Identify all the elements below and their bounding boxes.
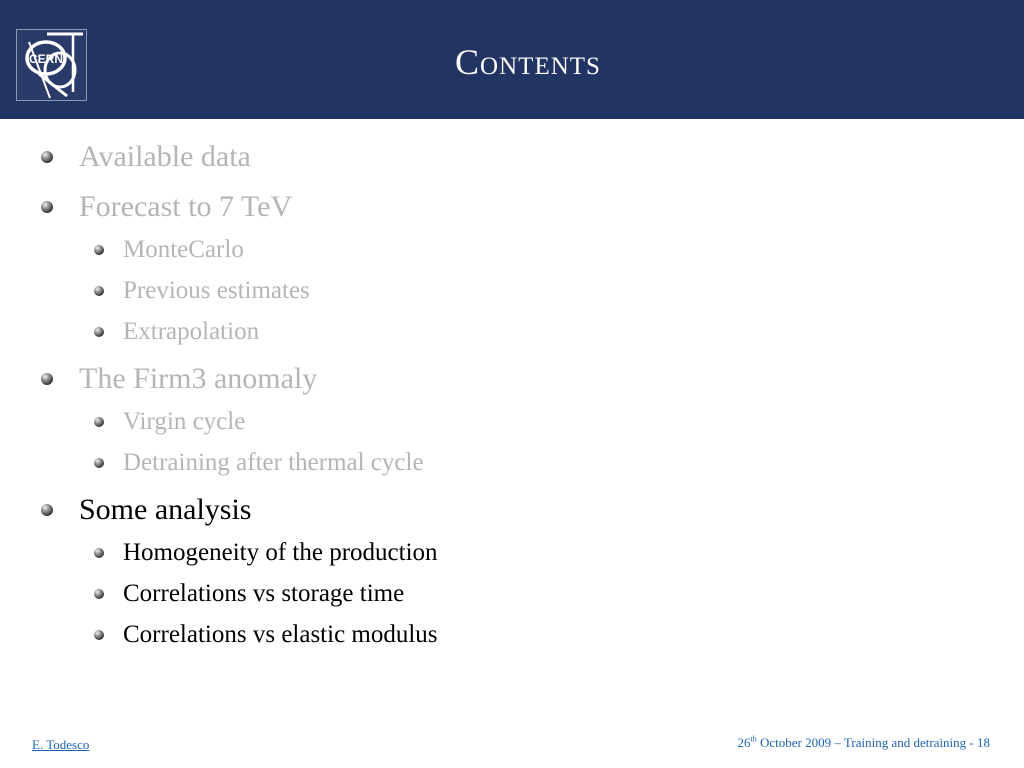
outline-item-label: Previous estimates [123, 277, 310, 304]
bullet-icon [94, 327, 104, 337]
outline-item-label: Available data [79, 140, 251, 173]
bullet-icon [94, 548, 104, 558]
footer-date-day: 26 [737, 735, 751, 750]
outline-item [41, 140, 251, 174]
outline-item [41, 362, 317, 396]
footer-date-rest: October 2009 – Training and detraining - 18 [756, 735, 990, 750]
outline-item [94, 580, 404, 608]
outline-item [41, 190, 292, 224]
bullet-icon [94, 589, 104, 599]
outline-item [94, 277, 310, 305]
outline-item-label: Correlations vs elastic modulus [123, 621, 438, 648]
outline-item-label: The Firm3 anomaly [79, 362, 318, 395]
bullet-icon [94, 630, 104, 640]
outline-item [94, 449, 424, 477]
bullet-icon [41, 151, 53, 163]
bullet-icon [41, 201, 53, 213]
outline-item-label: Virgin cycle [123, 408, 246, 435]
outline-item-label: Extrapolation [123, 318, 260, 345]
footer-date-info [738, 735, 990, 751]
bullet-icon [41, 373, 53, 385]
outline-item-label: Forecast to 7 TeV [79, 190, 293, 223]
cern-logo-text: CERN [28, 52, 64, 66]
author-link[interactable]: E. Todesco [32, 737, 90, 752]
outline-item [94, 408, 245, 436]
outline-item-label: Detraining after thermal cycle [123, 449, 424, 476]
bullet-icon [94, 458, 104, 468]
outline-item-label: Some analysis [79, 493, 252, 526]
bullet-icon [41, 504, 53, 516]
bullet-icon [94, 417, 104, 427]
footer-date-suffix: th [750, 734, 757, 744]
outline-item [94, 318, 259, 346]
outline-item [94, 539, 438, 567]
bullet-icon [94, 245, 104, 255]
outline-item [94, 236, 244, 264]
slide-title: Contents [455, 42, 601, 82]
outline-item-label: Correlations vs storage time [123, 580, 405, 607]
outline-item [94, 621, 438, 649]
outline-item [41, 493, 252, 527]
outline-item-label: Homogeneity of the production [123, 539, 438, 566]
slide-header [0, 0, 1024, 119]
outline-item-label: MonteCarlo [123, 236, 244, 263]
bullet-icon [94, 286, 104, 296]
